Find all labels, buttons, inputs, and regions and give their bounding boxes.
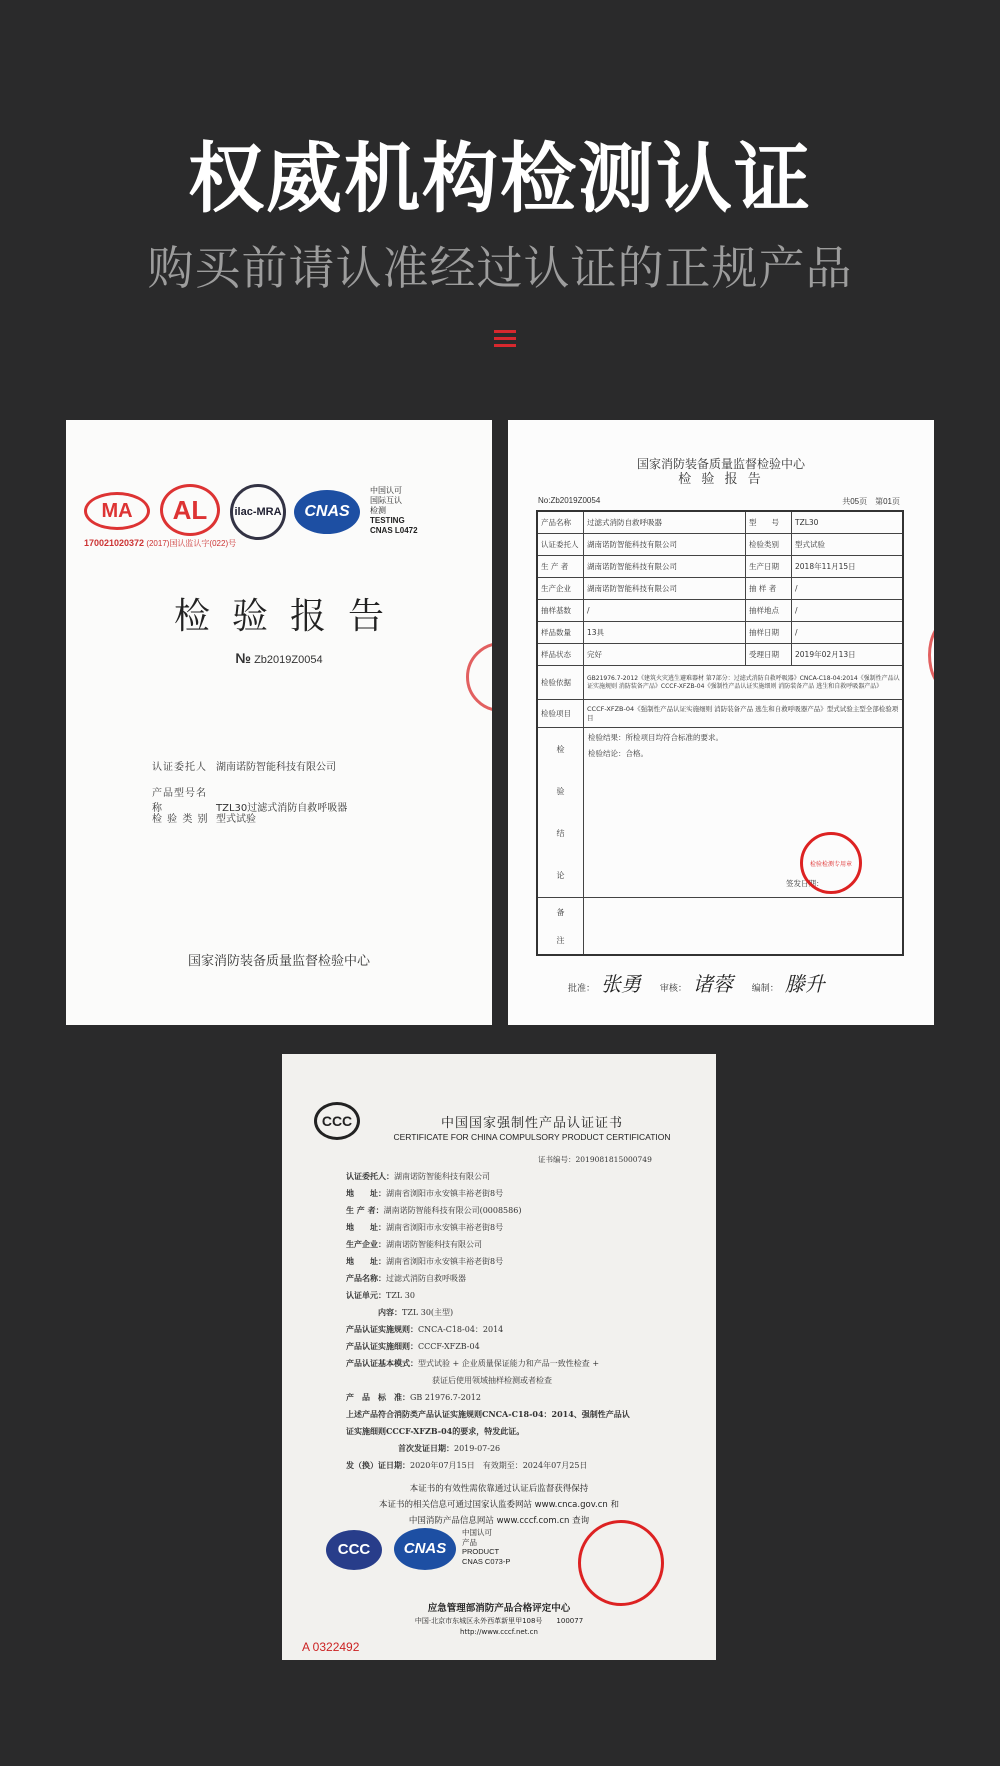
certification-seal-icon: [578, 1520, 664, 1606]
approve-signature: 张勇: [601, 972, 642, 996]
cnas-logo-icon: CNAS: [294, 490, 360, 534]
compile-signature: 滕升: [784, 972, 825, 996]
table-row-items: 检验项目 CCCF-XFZB-04《强制性产品认证实施细则 消防装备产品 逃生和自救呼吸器产品》型式试验主型全部检验项目: [538, 700, 902, 728]
inspection-stamp-icon: 检验检测专用章: [800, 832, 862, 894]
cert-line: 产品名称：过滤式消防自救呼吸器: [346, 1274, 466, 1283]
page-count: 共05页 第01页: [842, 497, 900, 506]
cert-line: 内容：TZL 30(主型): [362, 1308, 454, 1317]
cert-line: 产品认证实施细则：CCCF-XFZB-04: [346, 1342, 480, 1351]
inspection-report-page: [508, 420, 934, 1025]
page-subtitle: 购买前请认准经过认证的正规产品: [147, 241, 853, 295]
validity-line: 本证书的有效性需依靠通过认证后监督获得保持: [409, 1484, 589, 1494]
issuer-address: 中国·北京市东城区永外西革新里甲108号 100077: [414, 1617, 584, 1625]
certificate-serial: A 0322492: [302, 1640, 360, 1654]
field-client: 认证委托人 湖南诺防智能科技有限公司: [152, 762, 336, 773]
cert-line: 地 址：湖南省浏阳市永安镇丰裕老街8号: [346, 1189, 504, 1198]
table-row-basis: 检验依据 GB21976.7-2012《建筑火灾逃生避难器材 第7部分：过滤式消防自救呼吸器》CNCA-C18-04:2014《强制性产品认证实施规则 消防装备产品》CCCF-XFZB-04《强制性产品认证实施细则 消防装备产品 逃生和自救呼吸器产品》: [538, 666, 902, 700]
cert-line: 地 址：湖南省浏阳市永安镇丰裕老街8号: [346, 1257, 504, 1266]
issuer-url: http://www.cccf.net.cn: [460, 1628, 538, 1636]
report-title: 检验报告: [173, 596, 406, 637]
issuer: 应急管理部消防产品合格评定中心: [427, 1603, 571, 1614]
cert-line: 认证委托人：湖南诺防智能科技有限公司: [346, 1172, 490, 1181]
certification-logos: [84, 482, 484, 542]
cnas-note: 中国认可 产品 PRODUCT CNAS C073-P: [462, 1528, 511, 1566]
inspection-report-cover: [66, 420, 492, 1025]
validity-line: 本证书的相关信息可通过国家认监委网站 www.cnca.gov.cn 和: [378, 1500, 620, 1510]
table-row: 样品状态 完好 受理日期 2019年02月13日: [538, 644, 902, 666]
cal-logo-icon: AL: [160, 484, 220, 536]
sign-date-label: 签发日期：: [786, 879, 824, 888]
table-row: 生产企业 湖南诺防智能科技有限公司 抽 样 者 /: [538, 578, 902, 600]
conclusion-result: 检验结果：所检项目均符合标准的要求。: [588, 733, 723, 742]
cnas-note: 中国认可 国际互认 检测 TESTING CNAS L0472: [370, 486, 418, 535]
cert-line: 发（换）证日期：2020年07月15日 有效期至：2024年07月25日: [346, 1461, 588, 1470]
table-row-conclusion: 检 验 结 论 检验结果：所检项目均符合标准的要求。 检验结论：合格。 签发日期： 检验检测专用章: [538, 728, 902, 898]
page-title: 权威机构检测认证: [188, 134, 812, 223]
table-row: 样品数量 13具 抽样日期 /: [538, 622, 902, 644]
cma-logo-icon: MA: [84, 492, 150, 530]
certificate-number: 证书编号：2019081815000749: [538, 1155, 652, 1164]
cnas-mark-icon: CNAS: [394, 1528, 456, 1570]
cert-line: 产品认证实施规则：CNCA-C18-04：2014: [346, 1325, 504, 1334]
cert-line: 首次发证日期：2019-07-26: [382, 1444, 501, 1453]
report-number: No:Zb2019Z0054: [538, 496, 601, 505]
validity-line: 中国消防产品信息网站 www.cccf.com.cn 查询: [408, 1516, 590, 1526]
cert-line: 生产企业：湖南诺防智能科技有限公司: [346, 1240, 482, 1249]
ccc-certificate: [282, 1054, 716, 1660]
issuer-footer: 国家消防装备质量监督检验中心: [187, 954, 370, 969]
certificate-subtitle: CERTIFICATE FOR CHINA COMPULSORY PRODUCT CERTIFICATION: [393, 1132, 671, 1142]
cma-code: 170021020372 (2017)国认监认字(022)号: [84, 538, 237, 548]
report-table: [536, 510, 904, 956]
ccc-logo-icon: CCC: [314, 1102, 360, 1140]
cert-line: 上述产品符合消防类产品认证实施规则CNCA-C18-04：2014、强制性产品认: [346, 1409, 630, 1419]
review-signature: 诸蓉: [692, 972, 733, 996]
menu-divider-icon: [494, 330, 516, 351]
field-category: 检 验 类 别 型式试验: [152, 814, 256, 825]
cert-line: 生 产 者：湖南诺防智能科技有限公司(0008586): [346, 1206, 522, 1215]
cert-line: 获证后使用领域抽样检测或者检查: [432, 1376, 552, 1385]
ccc-mark-icon: CCC: [326, 1530, 382, 1570]
cert-line: 产 品 标 准：GB 21976.7-2012: [346, 1393, 481, 1402]
table-row: 产品名称 过滤式消防自救呼吸器 型 号 TZL30: [538, 512, 902, 534]
ilac-logo-icon: ilac-MRA: [230, 484, 286, 540]
cert-line: 地 址：湖南省浏阳市永安镇丰裕老街8号: [346, 1223, 504, 1232]
field-product: 产品型号名称 TZL30过滤式消防自救呼吸器: [152, 788, 348, 814]
cert-line: 证实施细则CCCF-XFZB-04的要求，特发此证。: [346, 1426, 525, 1436]
table-row-remarks: 备 注: [538, 898, 902, 954]
certificate-title: 中国国家强制性产品认证证书: [440, 1116, 623, 1131]
report-number: № Zb2019Z0054: [235, 650, 323, 666]
signatures: 批准： 张勇 审核： 诸蓉 编制： 滕升: [568, 968, 841, 997]
table-row: 生 产 者 湖南诺防智能科技有限公司 生产日期 2018年11月15日: [538, 556, 902, 578]
edge-stamp-icon: [928, 620, 934, 690]
table-row: 认证委托人 湖南诺防智能科技有限公司 检验类别 型式试验: [538, 534, 902, 556]
table-row: 抽样基数 / 抽样地点 /: [538, 600, 902, 622]
report-header: 国家消防装备质量监督检验中心 检 验 报 告: [636, 457, 805, 487]
cert-line: 认证单元：TZL 30: [346, 1291, 415, 1300]
cert-line: 产品认证基本模式：型式试验 + 企业质量保证能力和产品一致性检查 +: [346, 1359, 600, 1368]
conclusion-verdict: 检验结论：合格。: [588, 749, 648, 758]
